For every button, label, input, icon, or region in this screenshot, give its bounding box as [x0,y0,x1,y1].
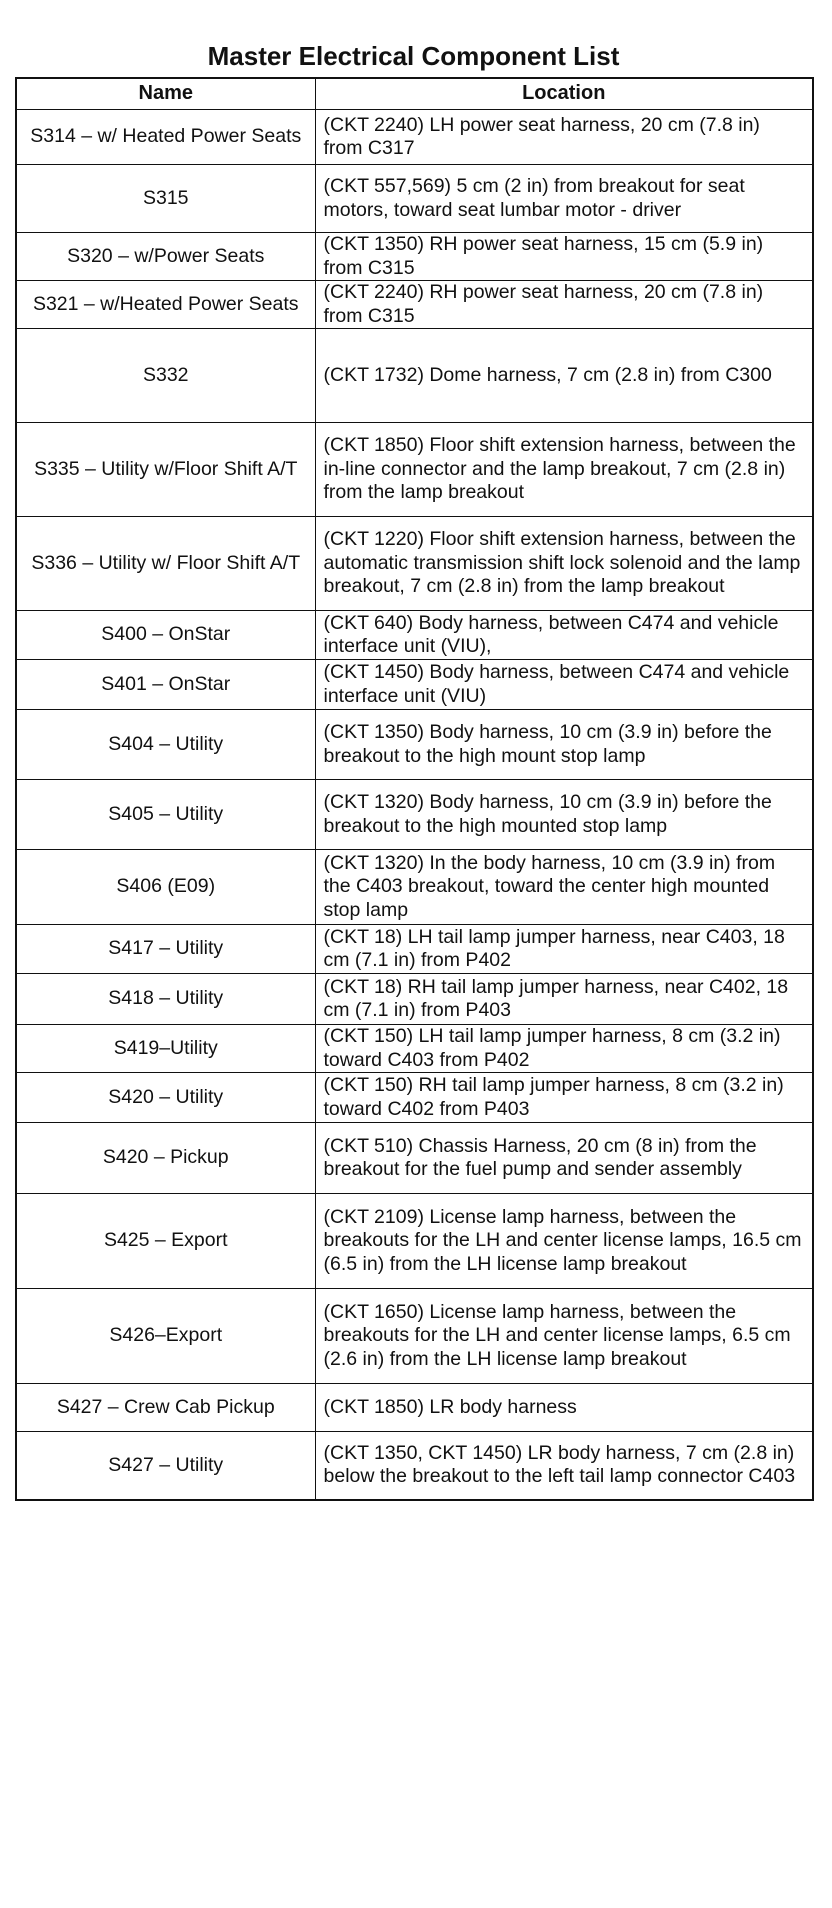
component-name-cell: S401 – OnStar [16,660,315,710]
component-name-cell: S320 – w/Power Seats [16,233,315,281]
table-row [16,1289,813,1384]
component-location-cell: (CKT 1850) Floor shift extension harness, between the in-line connector and the lamp breakout, 7 cm (2.8 in) from the lamp breakout [315,423,813,517]
component-location-cell: (CKT 150) LH tail lamp jumper harness, 8 cm (3.2 in) toward C403 from P402 [315,1025,813,1073]
component-name-cell: S405 – Utility [16,780,315,850]
table-row [16,925,813,974]
table-row [16,780,813,850]
table-row [16,660,813,710]
component-location-cell: (CKT 640) Body harness, between C474 and vehicle interface unit (VIU), [315,611,813,660]
component-name-cell: S400 – OnStar [16,611,315,660]
component-location-cell: (CKT 1350, CKT 1450) LR body harness, 7 cm (2.8 in) below the breakout to the left tail lamp connector C403 [315,1432,813,1500]
component-name-cell: S332 [16,329,315,423]
column-header-name: Name [16,78,315,110]
table-row [16,1384,813,1432]
table-row [16,1123,813,1194]
component-name-cell: S321 – w/Heated Power Seats [16,281,315,329]
component-name-cell: S404 – Utility [16,710,315,780]
component-location-cell: (CKT 1350) RH power seat harness, 15 cm (5.9 in) from C315 [315,233,813,281]
table-row [16,1194,813,1289]
component-name-cell: S335 – Utility w/Floor Shift A/T [16,423,315,517]
table-row [16,110,813,165]
component-location-cell: (CKT 1650) License lamp harness, between the breakouts for the LH and center license lamps, 6.5 cm (2.6 in) from the LH license lamp breakout [315,1289,813,1384]
table-row [16,233,813,281]
component-name-cell: S420 – Utility [16,1073,315,1123]
component-location-cell: (CKT 150) RH tail lamp jumper harness, 8 cm (3.2 in) toward C402 from P403 [315,1073,813,1123]
component-name-cell: S315 [16,165,315,233]
component-name-cell: S406 (E09) [16,850,315,925]
component-location-cell: (CKT 2240) LH power seat harness, 20 cm (7.8 in) from C317 [315,110,813,165]
component-location-cell: (CKT 1220) Floor shift extension harness, between the automatic transmission shift lock solenoid and the lamp breakout, 7 cm (2.8 in) from the lamp breakout [315,517,813,611]
component-location-cell: (CKT 1732) Dome harness, 7 cm (2.8 in) from C300 [315,329,813,423]
component-name-cell: S427 – Crew Cab Pickup [16,1384,315,1432]
component-location-cell: (CKT 2109) License lamp harness, between the breakouts for the LH and center license lamps, 16.5 cm (6.5 in) from the LH license lamp breakout [315,1194,813,1289]
table-row [16,974,813,1025]
table-row [16,1025,813,1073]
component-name-cell: S419–Utility [16,1025,315,1073]
component-location-cell: (CKT 1450) Body harness, between C474 and vehicle interface unit (VIU) [315,660,813,710]
table-row [16,611,813,660]
component-location-cell: (CKT 18) RH tail lamp jumper harness, near C402, 18 cm (7.1 in) from P403 [315,974,813,1025]
table-row [16,710,813,780]
table-row [16,423,813,517]
component-name-cell: S336 – Utility w/ Floor Shift A/T [16,517,315,611]
table-row [16,1432,813,1500]
table-header-row [16,78,813,110]
page-title: Master Electrical Component List [207,41,620,71]
table-row [16,1073,813,1123]
component-location-cell: (CKT 1350) Body harness, 10 cm (3.9 in) before the breakout to the high mount stop lamp [315,710,813,780]
table-row [16,281,813,329]
table-row [16,329,813,423]
component-location-cell: (CKT 2240) RH power seat harness, 20 cm (7.8 in) from C315 [315,281,813,329]
component-name-cell: S426–Export [16,1289,315,1384]
component-name-cell: S418 – Utility [16,974,315,1025]
component-location-cell: (CKT 1320) In the body harness, 10 cm (3.9 in) from the C403 breakout, toward the center high mounted stop lamp [315,850,813,925]
component-name-cell: S314 – w/ Heated Power Seats [16,110,315,165]
table-row [16,165,813,233]
component-location-cell: (CKT 510) Chassis Harness, 20 cm (8 in) from the breakout for the fuel pump and sender assembly [315,1123,813,1194]
component-location-cell: (CKT 1320) Body harness, 10 cm (3.9 in) before the breakout to the high mounted stop lamp [315,780,813,850]
table-row [16,517,813,611]
component-table [15,77,814,1501]
component-name-cell: S420 – Pickup [16,1123,315,1194]
component-name-cell: S425 – Export [16,1194,315,1289]
component-name-cell: S417 – Utility [16,925,315,974]
table-row [16,850,813,925]
component-location-cell: (CKT 557,569) 5 cm (2 in) from breakout for seat motors, toward seat lumbar motor - driver [315,165,813,233]
column-header-location: Location [315,78,813,110]
component-name-cell: S427 – Utility [16,1432,315,1500]
component-location-cell: (CKT 1850) LR body harness [315,1384,813,1432]
component-location-cell: (CKT 18) LH tail lamp jumper harness, near C403, 18 cm (7.1 in) from P402 [315,925,813,974]
